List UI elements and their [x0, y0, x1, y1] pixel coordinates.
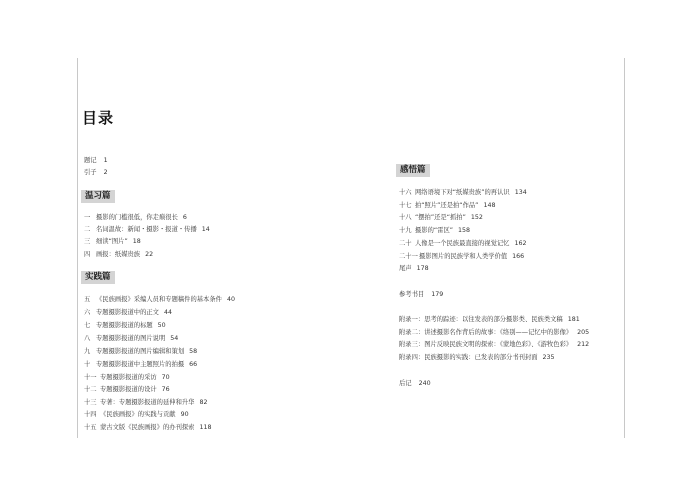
entry-page: 212 [577, 341, 590, 348]
toc-title: 目录 [82, 109, 115, 127]
entry-page: 2 [103, 169, 108, 176]
entry-number: 十二 [84, 386, 97, 393]
entry-page: 181 [567, 316, 580, 323]
entry-title: 专著：专题摄影报道的延伸和升华 [100, 399, 195, 406]
entry-title: 名词温故：新闻・摄影・报道・传播 [96, 226, 197, 233]
entry-number: 十六 [399, 189, 412, 196]
entry-page: 118 [199, 424, 212, 431]
toc-entry[interactable] [399, 189, 527, 197]
entry-number: 十七 [399, 202, 412, 209]
entry-title: 细读“图片” [96, 238, 128, 245]
entry-title: “摆拍”还是“抓拍” [415, 214, 466, 221]
entry-page: 14 [201, 226, 210, 233]
entry-title: 附录四：民族摄影的实践：已发表的部分书刊封面 [399, 354, 538, 361]
toc-entry[interactable] [399, 227, 470, 235]
entry-title: 摄影的“雷区” [415, 227, 454, 234]
entry-number: 十九 [399, 227, 412, 234]
entry-number: 七 [84, 322, 91, 329]
entry-title: 专题摄影报道中的正文 [96, 309, 159, 316]
entry-page: 179 [431, 291, 444, 298]
entry-title: 专题摄影报道的图片说明 [96, 335, 166, 342]
toc-entry-afterword[interactable] [399, 380, 431, 388]
entry-number: 四 [84, 251, 91, 258]
entry-number: 十八 [399, 214, 412, 221]
toc-entry[interactable] [84, 361, 197, 369]
entry-title: 参考书目 [399, 291, 425, 298]
entry-number: 十五 [84, 424, 97, 431]
toc-entry[interactable] [84, 214, 187, 222]
toc-entry[interactable] [399, 265, 429, 273]
entry-page: 152 [470, 214, 483, 221]
toc-entry[interactable] [84, 322, 166, 330]
entry-title: 引子 [84, 169, 97, 176]
entry-page: 134 [514, 189, 527, 196]
toc-entry-appendix[interactable] [399, 341, 589, 349]
section-heading-practice: 实践篇 [81, 271, 115, 284]
entry-title: 附录二：讲述摄影名作背后的故事：《络别——记忆中的影像》 [399, 329, 573, 336]
toc-entry[interactable] [399, 202, 495, 210]
toc-entry[interactable] [84, 411, 189, 419]
entry-page: 50 [157, 322, 166, 329]
entry-title: 拍“照片”还是拍“作品” [415, 202, 479, 209]
entry-title: 蒙古文版《民族画报》的办刊探索 [100, 424, 195, 431]
entry-page: 158 [458, 227, 471, 234]
entry-title: 摄影的门槛很低，你走巅很长 [96, 214, 178, 221]
entry-title: 摄影图片的民族学和人类学价值 [419, 253, 508, 260]
toc-entry[interactable] [84, 226, 210, 234]
entry-page: 44 [163, 309, 172, 316]
entry-number: 二 [84, 226, 91, 233]
entry-number: 十四 [84, 411, 97, 418]
entry-number: 二十 [399, 240, 412, 247]
toc-entry[interactable] [399, 240, 526, 248]
entry-title: 画报：纸媒贵族 [96, 251, 141, 258]
entry-title: 专题摄影报道的设计 [100, 386, 157, 393]
entry-number: 一 [84, 214, 91, 221]
entry-number: 二十一 [399, 253, 418, 260]
toc-entry[interactable] [84, 169, 108, 177]
entry-title: 题记 [84, 157, 97, 164]
entry-title: 专题摄影报道中主题照片的拍摄 [96, 361, 185, 368]
entry-number: 十 [84, 361, 91, 368]
entry-page: 58 [189, 348, 198, 355]
entry-title: 《民族画报》的实践与贡献 [100, 411, 176, 418]
entry-page: 22 [145, 251, 154, 258]
entry-page: 70 [161, 374, 170, 381]
entry-number: 十一 [84, 374, 97, 381]
left-margin-rule [77, 58, 78, 438]
entry-page: 40 [226, 296, 235, 303]
entry-title: 专题摄影报道的采访 [100, 374, 157, 381]
entry-page: 166 [512, 253, 525, 260]
entry-number: 十三 [84, 399, 97, 406]
entry-number: 三 [84, 238, 91, 245]
entry-page: 1 [103, 157, 108, 164]
toc-entry[interactable] [84, 157, 108, 165]
toc-entry[interactable] [84, 348, 197, 356]
entry-title: 《民族画报》采编人员和专题稿件的基本条件 [96, 296, 222, 303]
entry-page: 205 [577, 329, 590, 336]
toc-entry[interactable] [84, 424, 211, 432]
toc-entry-appendix[interactable] [399, 316, 580, 324]
entry-page: 82 [199, 399, 208, 406]
entry-page: 240 [418, 380, 431, 387]
toc-entry[interactable] [399, 214, 483, 222]
entry-number: 九 [84, 348, 91, 355]
entry-page: 6 [182, 214, 187, 221]
toc-entry[interactable] [399, 253, 524, 261]
toc-entry[interactable] [84, 399, 207, 407]
section-heading-reflection: 感悟篇 [396, 164, 430, 177]
entry-title: 后记 [399, 380, 412, 387]
entry-title: 尾声 [399, 265, 412, 272]
entry-title: 附录三：图片反映民族文明的探索：《蒙地色彩》、《游牧色彩》 [399, 341, 573, 348]
entry-number: 五 [84, 296, 91, 303]
entry-page: 54 [170, 335, 179, 342]
entry-page: 148 [483, 202, 496, 209]
entry-number: 八 [84, 335, 91, 342]
toc-entry[interactable] [84, 386, 170, 394]
entry-page: 178 [416, 265, 429, 272]
entry-page: 235 [542, 354, 555, 361]
toc-entry-appendix[interactable] [399, 329, 589, 337]
toc-entry[interactable] [84, 296, 235, 304]
entry-number: 六 [84, 309, 91, 316]
entry-title: 网络语境下对“纸媒贵族”的再认识 [415, 189, 510, 196]
entry-title: 专题摄影报道的图片编辑和策划 [96, 348, 185, 355]
entry-title: 专题摄影报道的标题 [96, 322, 153, 329]
toc-entry[interactable] [84, 335, 178, 343]
entry-title: 附录一：思考的踪迹：以往发表的部分摄影类、民族类文稿 [399, 316, 563, 323]
toc-entry[interactable] [84, 309, 172, 317]
entry-page: 66 [189, 361, 198, 368]
entry-page: 162 [514, 240, 527, 247]
right-margin-rule [624, 58, 625, 438]
toc-entry-appendix[interactable] [399, 354, 555, 362]
toc-entry[interactable] [84, 251, 153, 259]
toc-entry[interactable] [84, 374, 170, 382]
toc-entry[interactable] [84, 238, 141, 246]
entry-page: 18 [132, 238, 141, 245]
entry-page: 76 [161, 386, 170, 393]
entry-title: 人像是一个民族最直接的视觉记忆 [415, 240, 510, 247]
toc-entry-references[interactable] [399, 291, 443, 299]
section-heading-review: 温习篇 [81, 190, 115, 203]
entry-page: 90 [180, 411, 189, 418]
